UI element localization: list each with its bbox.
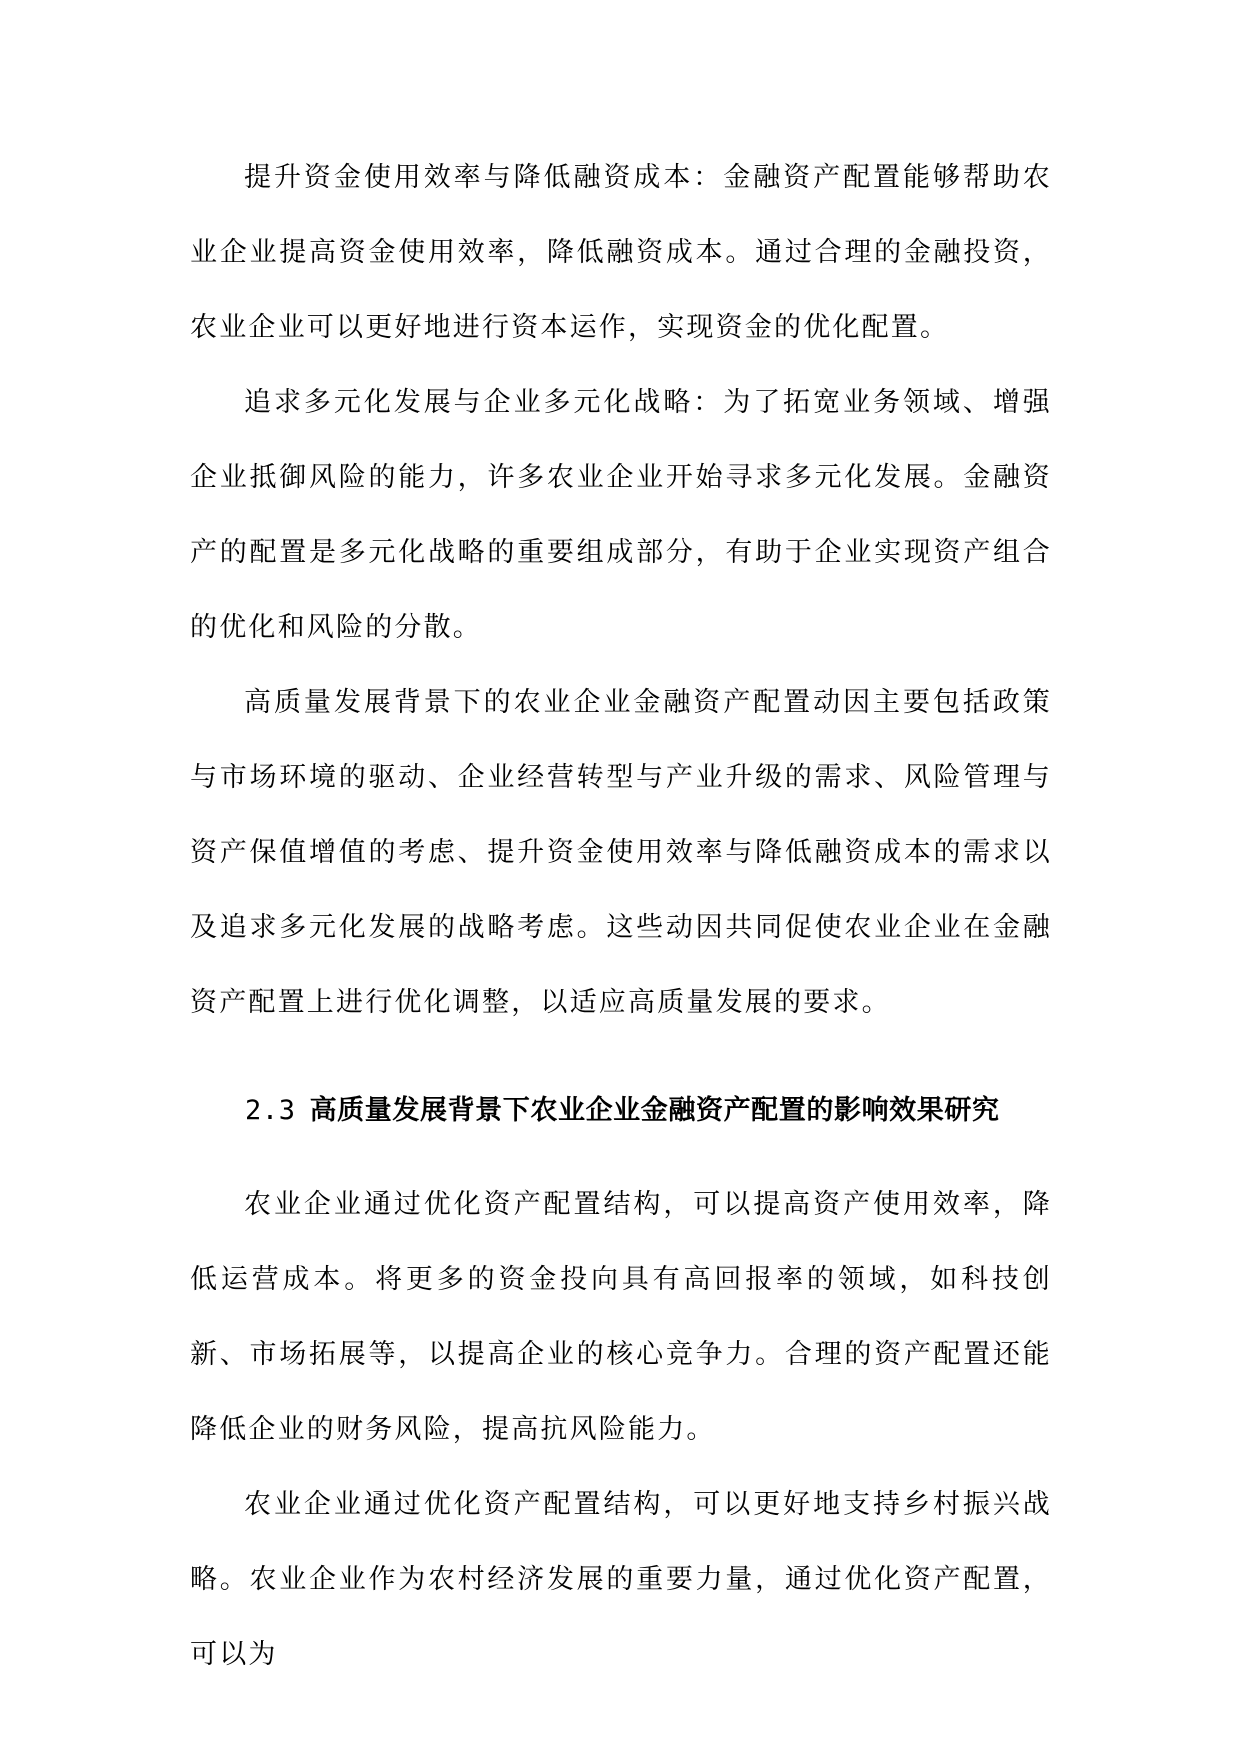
paragraph-asset-efficiency: 农业企业通过优化资产配置结构，可以提高资产使用效率，降低运营成本。将更多的资金投向具有高回报率的领域，如科技创新、市场拓展等，以提高企业的核心竞争力。合理的资产配置还能降低企业的财务风险，提高抗风险能力。 xyxy=(190,1189,1052,1445)
paragraph-diversification: 追求多元化发展与企业多元化战略：为了拓宽业务领域、增强企业抵御风险的能力，许多农业企业开始寻求多元化发展。金融资产的配置是多元化战略的重要组成部分，有助于企业实现资产组合的优化和风险的分散。 xyxy=(190,387,1052,643)
section-number: 2.3 xyxy=(245,1095,296,1126)
section-title: 高质量发展背景下农业企业金融资产配置的影响效果研究 xyxy=(309,1095,1000,1126)
paragraph-funding-efficiency: 提升资金使用效率与降低融资成本：金融资产配置能够帮助农业企业提高资金使用效率，降低融资成本。通过合理的金融投资，农业企业可以更好地进行资本运作，实现资金的优化配置。 xyxy=(190,162,1052,343)
section-heading xyxy=(190,1040,1052,1167)
paragraph-motivation-summary: 高质量发展背景下的农业企业金融资产配置动因主要包括政策与市场环境的驱动、企业经营转型与产业升级的需求、风险管理与资产保值增值的考虑、提升资金使用效率与降低融资成本的需求以及追求多元化发展的战略考虑。这些动因共同促使农业企业在金融资产配置上进行优化调整，以适应高质量发展的要求。 xyxy=(190,687,1052,1018)
paragraph-rural-revitalization: 农业企业通过优化资产配置结构，可以更好地支持乡村振兴战略。农业企业作为农村经济发展的重要力量，通过优化资产配置，可以为 xyxy=(190,1489,1052,1670)
document-body xyxy=(190,140,1052,1692)
